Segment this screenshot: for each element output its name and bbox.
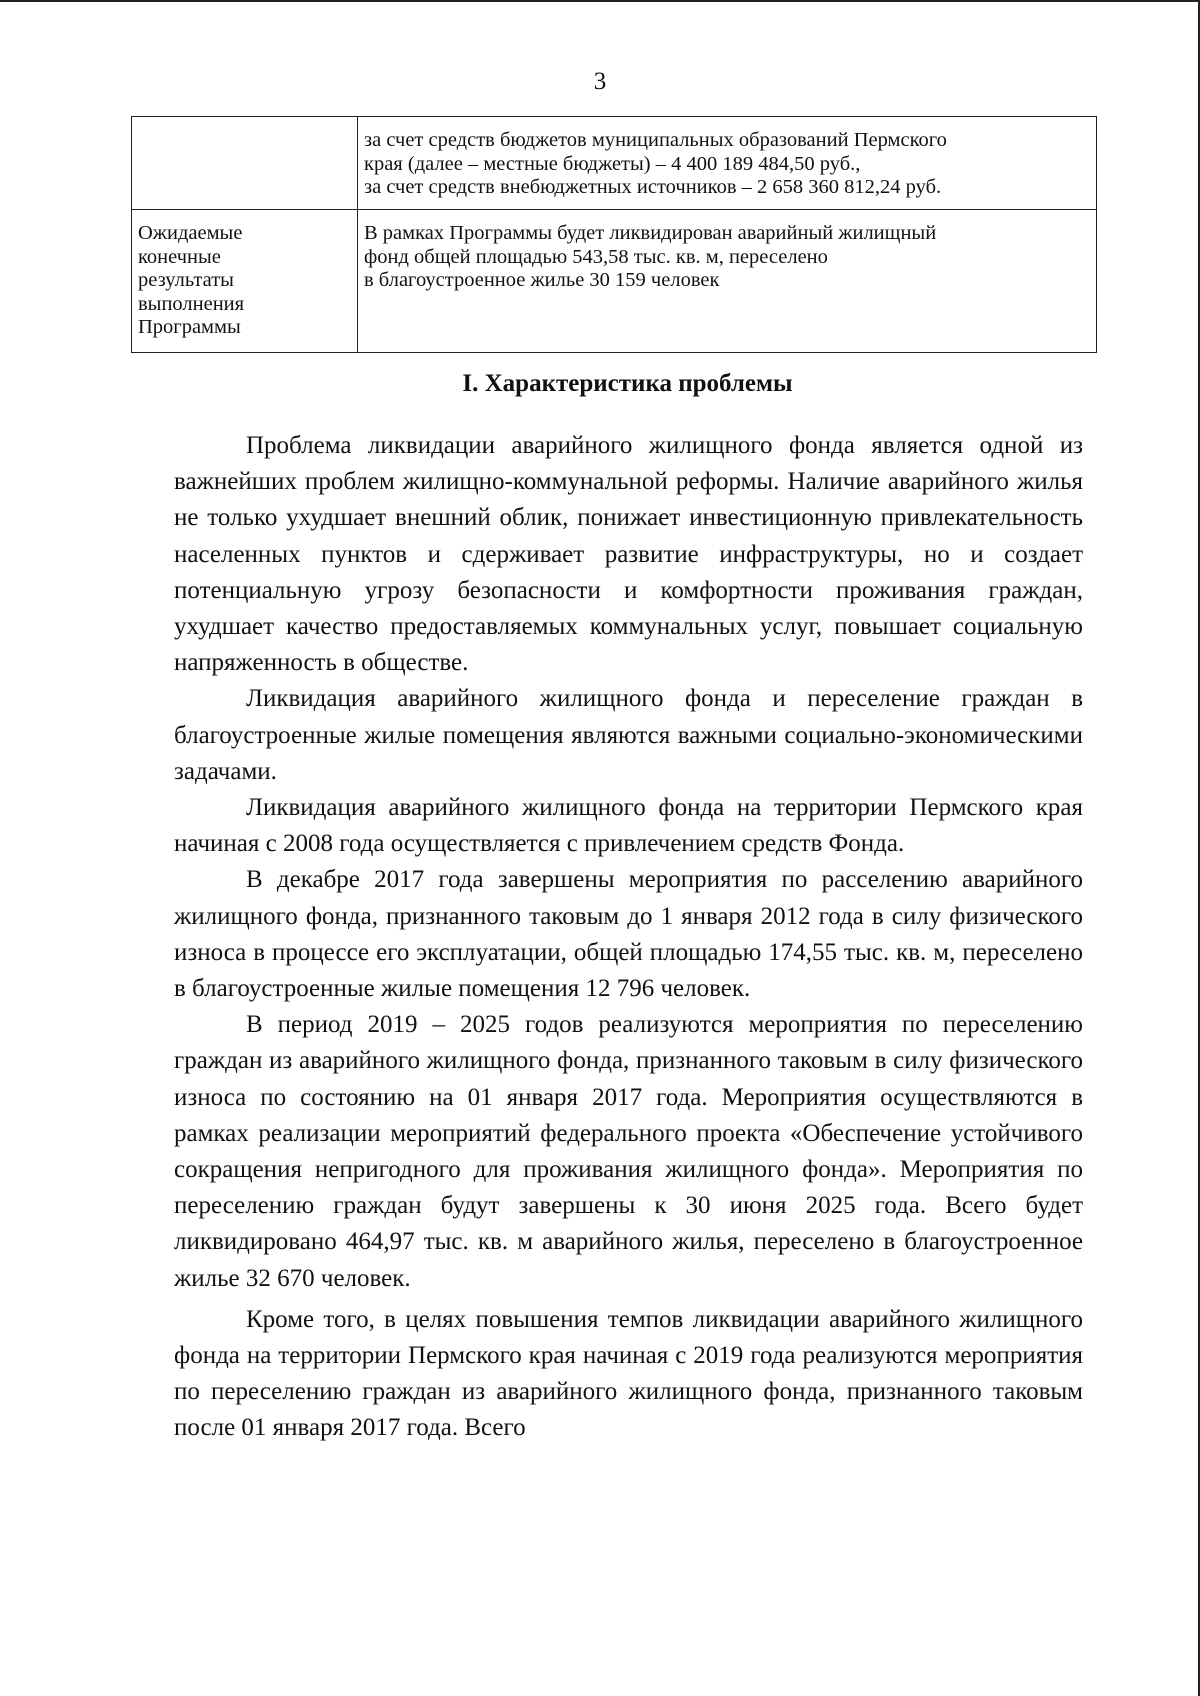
- paragraph: Проблема ликвидации аварийного жилищного фонда является одной из важнейших проблем жилищно-коммунальной реформы. Наличие аварийного жилья не только ухудшает внешний облик, понижает инвестиционную привлекательность населенных пунктов и сдерживает развитие инфраструктуры, но и создает потенциальную угрозу безопасности и комфортности проживания граждан, ухудшает качество предоставляемых коммунальных услуг, повышает социальную напряженность в обществе.: [174, 432, 1083, 677]
- table-cell-line: фонд общей площадью 543,58 тыс. кв. м, переселено: [364, 245, 828, 268]
- page-top-border: [0, 0, 1200, 2]
- paragraph: В декабре 2017 года завершены мероприятия по расселению аварийного жилищного фонда, признанного таковым до 1 января 2012 года в силу физического износа в процессе его эксплуатации, общей площадью 174,55 тыс. кв. м, переселено в благоустроенные жилые помещения 12 796 человек.: [174, 866, 1083, 1003]
- table-label-line: Программы: [138, 316, 241, 338]
- table-row: [132, 210, 1097, 353]
- table-label-line: результаты: [138, 269, 234, 291]
- section-body: [174, 428, 1083, 1447]
- section-heading: I. Характеристика проблемы: [462, 370, 793, 397]
- paragraph: Кроме того, в целях повышения темпов ликвидации аварийного жилищного фонда на территории Пермского края начиная с 2019 года реализуются мероприятия по переселению граждан из аварийного жилищного фонда, признанного таковым после 01 января 2017 года. Всего: [174, 1305, 1083, 1442]
- table-cell-line: за счет средств бюджетов муниципальных образований Пермского: [364, 129, 947, 151]
- page-number: 3: [593, 68, 607, 95]
- table-value-cell: [358, 117, 1097, 210]
- table-label-line: выполнения: [138, 292, 245, 315]
- table-value-cell: [358, 210, 1097, 353]
- table-cell-line: за счет средств внебюджетных источников – 2 658 360 812,24 руб.: [364, 176, 942, 198]
- program-passport-table: [131, 116, 1097, 353]
- paragraph: В период 2019 – 2025 годов реализуются мероприятия по переселению граждан из аварийного жилищного фонда, признанного таковым в силу физического износа по состоянию на 01 января 2017 года. Мероприятия осуществляются в рамках реализации мероприятий федерального проекта «Обеспечение устойчивого сокращения непригодного для проживания жилищного фонда». Мероприятия по переселению граждан будут завершены к 30 июня 2025 года. Всего будет ликвидировано 464,97 тыс. кв. м аварийного жилья, переселено в благоустроенное жилье 32 670 человек.: [174, 1011, 1083, 1292]
- table-cell-line: края (далее – местные бюджеты) – 4 400 189 484,50 руб.,: [364, 152, 861, 175]
- table-cell-line: в благоустроенное жилье 30 159 человек: [364, 269, 720, 291]
- table-label-cell: [132, 210, 358, 353]
- table-label-cell: [132, 117, 358, 210]
- paragraph: Ликвидация аварийного жилищного фонда и переселение граждан в благоустроенные жилые помещения являются важными социально-экономическими задачами.: [174, 685, 1083, 785]
- table-label-line: конечные: [138, 245, 221, 268]
- paragraph: Ликвидация аварийного жилищного фонда на территории Пермского края начиная с 2008 года осуществляется с привлечением средств Фонда.: [174, 794, 1083, 858]
- table-cell-line: В рамках Программы будет ликвидирован аварийный жилищный: [364, 222, 937, 244]
- table-row: [132, 117, 1097, 210]
- table-label-line: Ожидаемые: [138, 222, 243, 244]
